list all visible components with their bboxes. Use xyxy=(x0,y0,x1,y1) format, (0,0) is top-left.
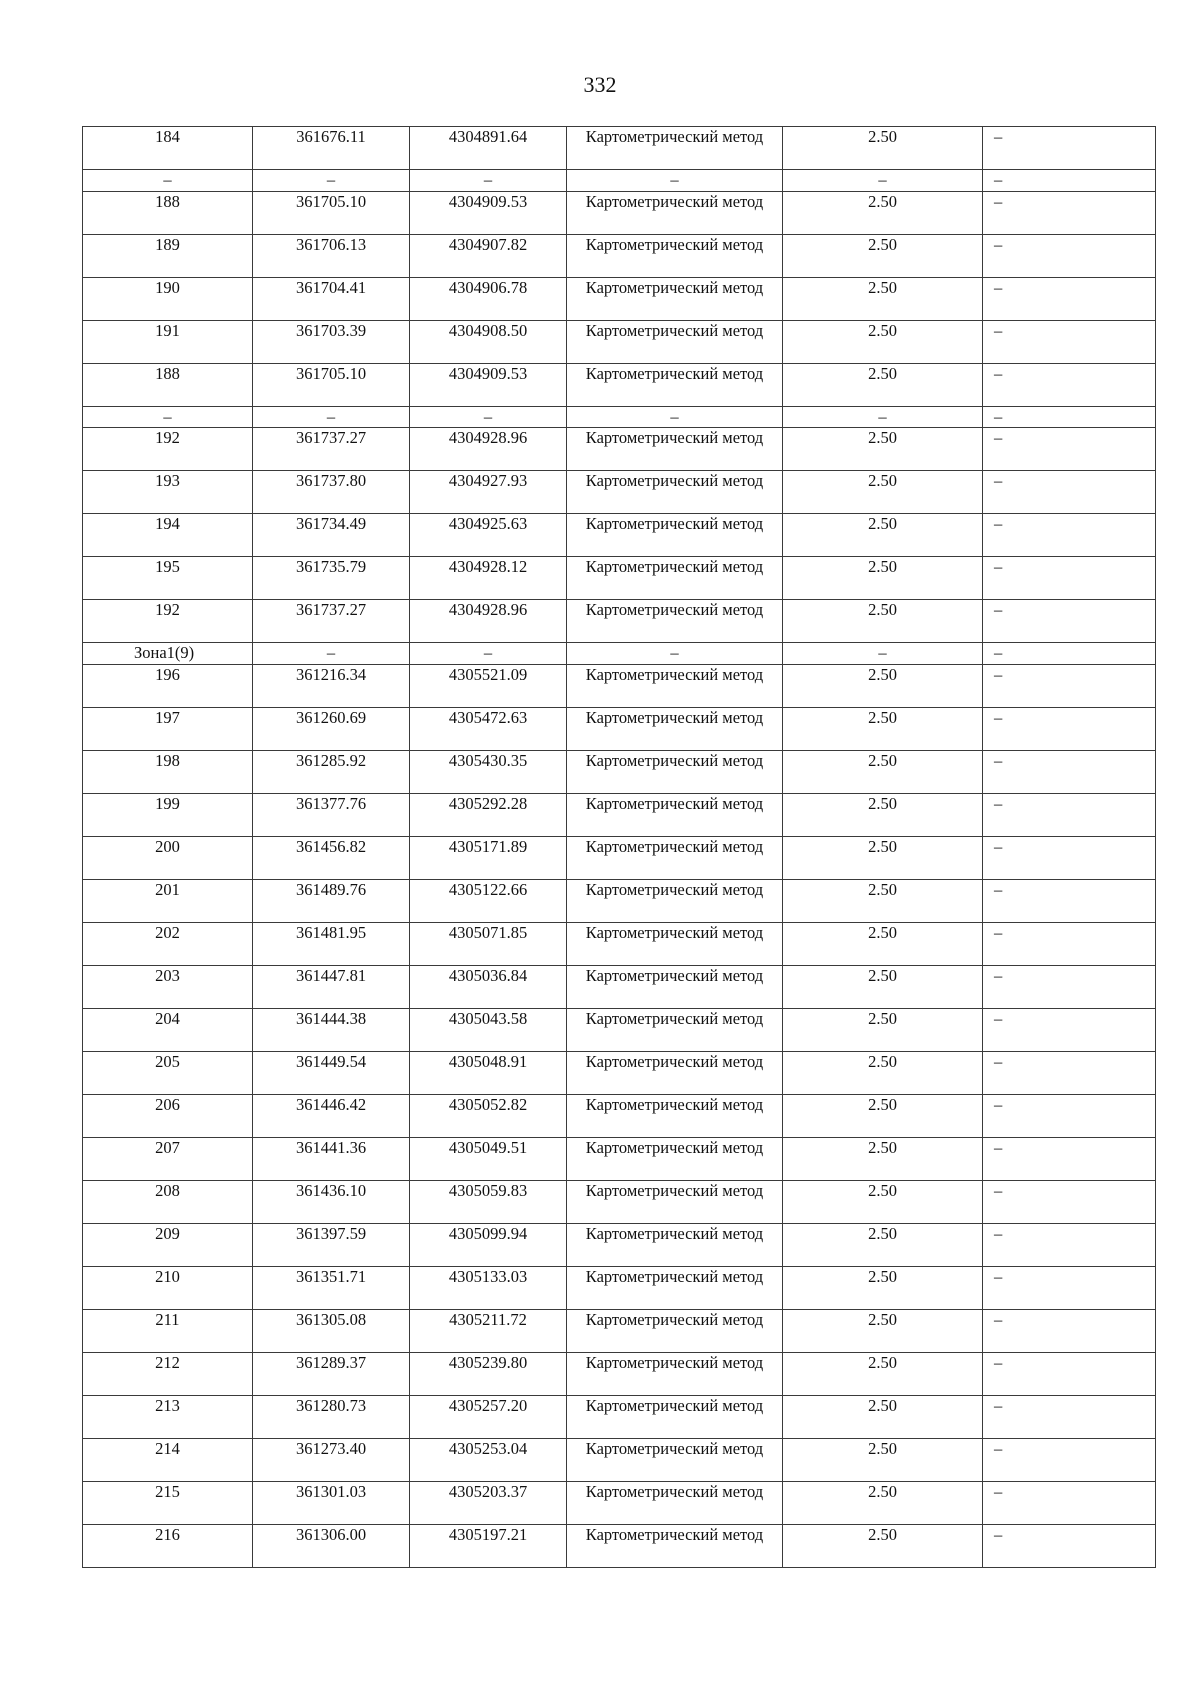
precision-cell: 2.50 xyxy=(783,471,983,514)
table-row xyxy=(83,1524,1156,1567)
x-coordinate-cell: 361734.49 xyxy=(253,514,410,557)
method-cell: Картометрический метод xyxy=(567,1266,783,1309)
method-cell: Картометрический метод xyxy=(567,600,783,643)
table-row xyxy=(83,471,1156,514)
point-number-cell: 191 xyxy=(83,320,253,363)
precision-cell: 2.50 xyxy=(783,1266,983,1309)
y-coordinate-cell: 4305257.20 xyxy=(410,1395,567,1438)
x-coordinate-cell: 361737.27 xyxy=(253,428,410,471)
method-cell: Картометрический метод xyxy=(567,879,783,922)
x-coordinate-cell: 361397.59 xyxy=(253,1223,410,1266)
x-coordinate-cell: 361705.10 xyxy=(253,363,410,406)
table-row xyxy=(83,836,1156,879)
table-row xyxy=(83,1438,1156,1481)
table-row xyxy=(83,277,1156,320)
method-cell: Картометрический метод xyxy=(567,1352,783,1395)
y-coordinate-cell: 4304909.53 xyxy=(410,191,567,234)
y-coordinate-cell: 4304908.50 xyxy=(410,320,567,363)
y-coordinate-cell: 4304928.12 xyxy=(410,557,567,600)
precision-cell: 2.50 xyxy=(783,1051,983,1094)
precision-cell: 2.50 xyxy=(783,879,983,922)
precision-cell: 2.50 xyxy=(783,1309,983,1352)
point-number-cell: 193 xyxy=(83,471,253,514)
method-cell: Картометрический метод xyxy=(567,320,783,363)
x-coordinate-cell: 361436.10 xyxy=(253,1180,410,1223)
y-coordinate-cell: 4305099.94 xyxy=(410,1223,567,1266)
point-number-cell: 198 xyxy=(83,750,253,793)
point-number-cell: 192 xyxy=(83,600,253,643)
precision-cell: 2.50 xyxy=(783,1524,983,1567)
x-coordinate-cell: 361737.27 xyxy=(253,600,410,643)
precision-cell: 2.50 xyxy=(783,191,983,234)
y-coordinate-cell: 4305048.91 xyxy=(410,1051,567,1094)
point-number-cell: 188 xyxy=(83,191,253,234)
point-number-cell: 214 xyxy=(83,1438,253,1481)
y-coordinate-cell: 4305133.03 xyxy=(410,1266,567,1309)
description-cell: – xyxy=(983,1008,1156,1051)
method-cell: Картометрический метод xyxy=(567,471,783,514)
method-cell: Картометрический метод xyxy=(567,127,783,170)
precision-cell: 2.50 xyxy=(783,363,983,406)
x-coordinate-cell: 361441.36 xyxy=(253,1137,410,1180)
method-cell: Картометрический метод xyxy=(567,1438,783,1481)
precision-cell: 2.50 xyxy=(783,793,983,836)
separator-cell: – xyxy=(783,170,983,192)
description-cell: – xyxy=(983,879,1156,922)
x-coordinate-cell: 361301.03 xyxy=(253,1481,410,1524)
separator-cell: – xyxy=(83,406,253,428)
method-cell: Картометрический метод xyxy=(567,1395,783,1438)
table-row xyxy=(83,191,1156,234)
x-coordinate-cell: 361351.71 xyxy=(253,1266,410,1309)
y-coordinate-cell: 4305043.58 xyxy=(410,1008,567,1051)
precision-cell: 2.50 xyxy=(783,1094,983,1137)
description-cell: – xyxy=(983,664,1156,707)
description-cell: – xyxy=(983,836,1156,879)
description-cell: – xyxy=(983,1352,1156,1395)
point-number-cell: 205 xyxy=(83,1051,253,1094)
precision-cell: 2.50 xyxy=(783,557,983,600)
separator-cell: – xyxy=(983,170,1156,192)
precision-cell: 2.50 xyxy=(783,664,983,707)
precision-cell: 2.50 xyxy=(783,1481,983,1524)
precision-cell: 2.50 xyxy=(783,965,983,1008)
table-row xyxy=(83,1094,1156,1137)
y-coordinate-cell: 4304907.82 xyxy=(410,234,567,277)
page-number: 332 xyxy=(583,72,617,97)
point-number-cell: 196 xyxy=(83,664,253,707)
table-row xyxy=(83,514,1156,557)
table-row xyxy=(83,320,1156,363)
x-coordinate-cell: 361444.38 xyxy=(253,1008,410,1051)
table-row xyxy=(83,922,1156,965)
table-row xyxy=(83,664,1156,707)
precision-cell: 2.50 xyxy=(783,127,983,170)
description-cell: – xyxy=(983,1395,1156,1438)
point-number-cell: 216 xyxy=(83,1524,253,1567)
description-cell: – xyxy=(983,922,1156,965)
method-cell: Картометрический метод xyxy=(567,836,783,879)
description-cell: – xyxy=(983,127,1156,170)
y-coordinate-cell: 4305253.04 xyxy=(410,1438,567,1481)
precision-cell: 2.50 xyxy=(783,750,983,793)
point-number-cell: 206 xyxy=(83,1094,253,1137)
x-coordinate-cell: 361676.11 xyxy=(253,127,410,170)
method-cell: Картометрический метод xyxy=(567,234,783,277)
method-cell: Картометрический метод xyxy=(567,1223,783,1266)
table-row xyxy=(83,879,1156,922)
point-number-cell: 203 xyxy=(83,965,253,1008)
method-cell: Картометрический метод xyxy=(567,428,783,471)
point-number-cell: 202 xyxy=(83,922,253,965)
x-coordinate-cell: 361705.10 xyxy=(253,191,410,234)
table-row xyxy=(83,750,1156,793)
precision-cell: 2.50 xyxy=(783,1352,983,1395)
method-cell: Картометрический метод xyxy=(567,922,783,965)
description-cell: – xyxy=(983,514,1156,557)
y-coordinate-cell: 4305292.28 xyxy=(410,793,567,836)
table-row xyxy=(83,127,1156,170)
y-coordinate-cell: 4305052.82 xyxy=(410,1094,567,1137)
y-coordinate-cell: 4304928.96 xyxy=(410,428,567,471)
y-coordinate-cell: 4304928.96 xyxy=(410,600,567,643)
point-number-cell: 184 xyxy=(83,127,253,170)
separator-cell: – xyxy=(253,170,410,192)
table-row xyxy=(83,1051,1156,1094)
x-coordinate-cell: 361285.92 xyxy=(253,750,410,793)
y-coordinate-cell: 4305049.51 xyxy=(410,1137,567,1180)
x-coordinate-cell: 361447.81 xyxy=(253,965,410,1008)
point-number-cell: 200 xyxy=(83,836,253,879)
point-number-cell: 199 xyxy=(83,793,253,836)
method-cell: Картометрический метод xyxy=(567,1481,783,1524)
precision-cell: 2.50 xyxy=(783,234,983,277)
x-coordinate-cell: 361706.13 xyxy=(253,234,410,277)
method-cell: Картометрический метод xyxy=(567,1137,783,1180)
precision-cell: 2.50 xyxy=(783,1137,983,1180)
separator-cell: – xyxy=(983,406,1156,428)
point-number-cell: 211 xyxy=(83,1309,253,1352)
precision-cell: 2.50 xyxy=(783,1180,983,1223)
x-coordinate-cell: 361289.37 xyxy=(253,1352,410,1395)
table-row xyxy=(83,600,1156,643)
separator-cell: – xyxy=(983,643,1156,665)
y-coordinate-cell: 4305521.09 xyxy=(410,664,567,707)
point-number-cell: 213 xyxy=(83,1395,253,1438)
table-row xyxy=(83,1008,1156,1051)
y-coordinate-cell: 4304909.53 xyxy=(410,363,567,406)
description-cell: – xyxy=(983,1266,1156,1309)
y-coordinate-cell: 4305211.72 xyxy=(410,1309,567,1352)
description-cell: – xyxy=(983,965,1156,1008)
method-cell: Картометрический метод xyxy=(567,1051,783,1094)
method-cell: Картометрический метод xyxy=(567,557,783,600)
description-cell: – xyxy=(983,600,1156,643)
table-row xyxy=(83,707,1156,750)
separator-cell: – xyxy=(783,643,983,665)
zone-label-cell: Зона1(9) xyxy=(83,643,253,665)
table-row xyxy=(83,965,1156,1008)
point-number-cell: 190 xyxy=(83,277,253,320)
precision-cell: 2.50 xyxy=(783,1438,983,1481)
table-row xyxy=(83,363,1156,406)
x-coordinate-cell: 361306.00 xyxy=(253,1524,410,1567)
method-cell: Картометрический метод xyxy=(567,1180,783,1223)
description-cell: – xyxy=(983,320,1156,363)
table-row xyxy=(83,793,1156,836)
separator-cell: – xyxy=(83,170,253,192)
precision-cell: 2.50 xyxy=(783,707,983,750)
separator-cell: – xyxy=(567,643,783,665)
x-coordinate-cell: 361449.54 xyxy=(253,1051,410,1094)
table-row xyxy=(83,234,1156,277)
x-coordinate-cell: 361704.41 xyxy=(253,277,410,320)
x-coordinate-cell: 361305.08 xyxy=(253,1309,410,1352)
method-cell: Картометрический метод xyxy=(567,965,783,1008)
method-cell: Картометрический метод xyxy=(567,1008,783,1051)
table-row xyxy=(83,1137,1156,1180)
point-number-cell: 208 xyxy=(83,1180,253,1223)
point-number-cell: 192 xyxy=(83,428,253,471)
description-cell: – xyxy=(983,557,1156,600)
table-row xyxy=(83,1223,1156,1266)
point-number-cell: 188 xyxy=(83,363,253,406)
table-row xyxy=(83,1180,1156,1223)
description-cell: – xyxy=(983,1309,1156,1352)
point-number-cell: 194 xyxy=(83,514,253,557)
method-cell: Картометрический метод xyxy=(567,277,783,320)
y-coordinate-cell: 4305059.83 xyxy=(410,1180,567,1223)
point-number-cell: 207 xyxy=(83,1137,253,1180)
y-coordinate-cell: 4305122.66 xyxy=(410,879,567,922)
point-number-cell: 215 xyxy=(83,1481,253,1524)
x-coordinate-cell: 361456.82 xyxy=(253,836,410,879)
method-cell: Картометрический метод xyxy=(567,750,783,793)
y-coordinate-cell: 4304906.78 xyxy=(410,277,567,320)
precision-cell: 2.50 xyxy=(783,1008,983,1051)
point-number-cell: 189 xyxy=(83,234,253,277)
method-cell: Картометрический метод xyxy=(567,191,783,234)
y-coordinate-cell: 4305203.37 xyxy=(410,1481,567,1524)
x-coordinate-cell: 361273.40 xyxy=(253,1438,410,1481)
precision-cell: 2.50 xyxy=(783,277,983,320)
method-cell: Картометрический метод xyxy=(567,1094,783,1137)
precision-cell: 2.50 xyxy=(783,320,983,363)
precision-cell: 2.50 xyxy=(783,428,983,471)
table-row xyxy=(83,1395,1156,1438)
x-coordinate-cell: 361735.79 xyxy=(253,557,410,600)
x-coordinate-cell: 361260.69 xyxy=(253,707,410,750)
description-cell: – xyxy=(983,1223,1156,1266)
precision-cell: 2.50 xyxy=(783,514,983,557)
description-cell: – xyxy=(983,750,1156,793)
description-cell: – xyxy=(983,707,1156,750)
separator-cell: – xyxy=(567,406,783,428)
method-cell: Картометрический метод xyxy=(567,1524,783,1567)
zone-header-row xyxy=(83,643,1156,665)
point-number-cell: 197 xyxy=(83,707,253,750)
table-row xyxy=(83,428,1156,471)
y-coordinate-cell: 4305171.89 xyxy=(410,836,567,879)
y-coordinate-cell: 4305472.63 xyxy=(410,707,567,750)
separator-cell: – xyxy=(410,406,567,428)
precision-cell: 2.50 xyxy=(783,836,983,879)
coordinates-table xyxy=(82,126,1156,1568)
separator-cell: – xyxy=(410,170,567,192)
separator-cell: – xyxy=(253,406,410,428)
method-cell: Картометрический метод xyxy=(567,1309,783,1352)
method-cell: Картометрический метод xyxy=(567,793,783,836)
table-row xyxy=(83,1481,1156,1524)
description-cell: – xyxy=(983,1137,1156,1180)
description-cell: – xyxy=(983,471,1156,514)
method-cell: Картометрический метод xyxy=(567,707,783,750)
description-cell: – xyxy=(983,234,1156,277)
description-cell: – xyxy=(983,363,1156,406)
coordinates-table-body xyxy=(83,127,1156,1568)
separator-cell: – xyxy=(783,406,983,428)
y-coordinate-cell: 4305036.84 xyxy=(410,965,567,1008)
precision-cell: 2.50 xyxy=(783,1395,983,1438)
description-cell: – xyxy=(983,277,1156,320)
method-cell: Картометрический метод xyxy=(567,514,783,557)
x-coordinate-cell: 361489.76 xyxy=(253,879,410,922)
y-coordinate-cell: 4304927.93 xyxy=(410,471,567,514)
description-cell: – xyxy=(983,428,1156,471)
description-cell: – xyxy=(983,1094,1156,1137)
table-row xyxy=(83,557,1156,600)
x-coordinate-cell: 361280.73 xyxy=(253,1395,410,1438)
point-number-cell: 195 xyxy=(83,557,253,600)
point-number-cell: 210 xyxy=(83,1266,253,1309)
y-coordinate-cell: 4305430.35 xyxy=(410,750,567,793)
description-cell: – xyxy=(983,1180,1156,1223)
y-coordinate-cell: 4304925.63 xyxy=(410,514,567,557)
y-coordinate-cell: 4304891.64 xyxy=(410,127,567,170)
x-coordinate-cell: 361216.34 xyxy=(253,664,410,707)
point-number-cell: 204 xyxy=(83,1008,253,1051)
separator-row xyxy=(83,170,1156,192)
description-cell: – xyxy=(983,1524,1156,1567)
x-coordinate-cell: 361481.95 xyxy=(253,922,410,965)
precision-cell: 2.50 xyxy=(783,922,983,965)
description-cell: – xyxy=(983,1051,1156,1094)
table-row xyxy=(83,1352,1156,1395)
y-coordinate-cell: 4305197.21 xyxy=(410,1524,567,1567)
y-coordinate-cell: 4305239.80 xyxy=(410,1352,567,1395)
method-cell: Картометрический метод xyxy=(567,363,783,406)
x-coordinate-cell: 361377.76 xyxy=(253,793,410,836)
y-coordinate-cell: 4305071.85 xyxy=(410,922,567,965)
table-row xyxy=(83,1309,1156,1352)
separator-cell: – xyxy=(253,643,410,665)
point-number-cell: 201 xyxy=(83,879,253,922)
description-cell: – xyxy=(983,1481,1156,1524)
precision-cell: 2.50 xyxy=(783,1223,983,1266)
point-number-cell: 209 xyxy=(83,1223,253,1266)
separator-cell: – xyxy=(567,170,783,192)
table-row xyxy=(83,1266,1156,1309)
description-cell: – xyxy=(983,191,1156,234)
point-number-cell: 212 xyxy=(83,1352,253,1395)
method-cell: Картометрический метод xyxy=(567,664,783,707)
precision-cell: 2.50 xyxy=(783,600,983,643)
x-coordinate-cell: 361703.39 xyxy=(253,320,410,363)
separator-row xyxy=(83,406,1156,428)
description-cell: – xyxy=(983,793,1156,836)
x-coordinate-cell: 361446.42 xyxy=(253,1094,410,1137)
description-cell: – xyxy=(983,1438,1156,1481)
separator-cell: – xyxy=(410,643,567,665)
x-coordinate-cell: 361737.80 xyxy=(253,471,410,514)
